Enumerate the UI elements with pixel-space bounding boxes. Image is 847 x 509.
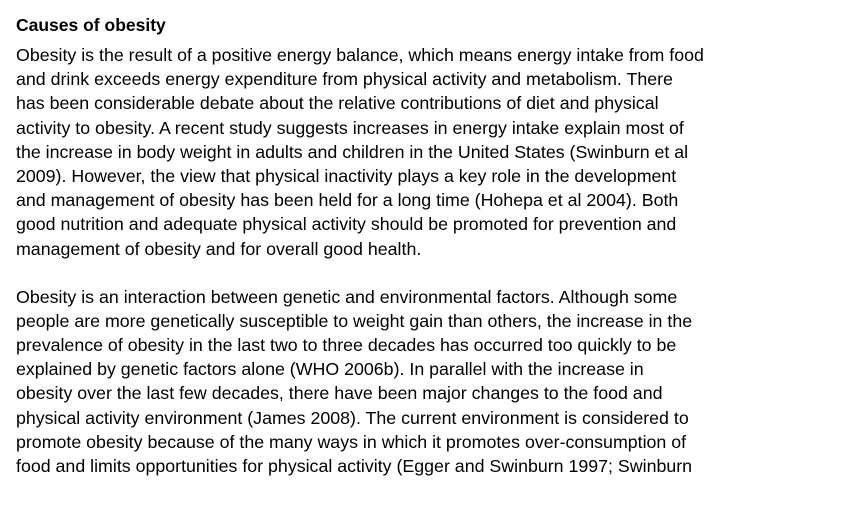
paragraph-line: activity to obesity. A recent study suggests increases in energy intake explain most of [16, 117, 684, 138]
paragraph-line: and management of obesity has been held for a long time (Hohepa et al 2004). Both [16, 190, 679, 211]
paragraph-line: food and limits opportunities for physical activity (Egger and Swinburn 1997; Swinburn [16, 456, 693, 476]
document-page [16, 13, 841, 478]
paragraph-line: has been considerable debate about the relative contributions of diet and physical [16, 93, 659, 114]
paragraph-line: physical activity environment (James 2008). The current environment is considered to [16, 407, 689, 428]
paragraph-line: management of obesity and for overall good health. [16, 238, 422, 259]
paragraph-spacer [16, 261, 841, 285]
paragraph-line: explained by genetic factors alone (WHO 2006b). In parallel with the increase in [16, 359, 644, 380]
paragraph-line: obesity over the last few decades, there have been major changes to the food and [16, 383, 663, 404]
paragraph-energy-balance [16, 43, 841, 261]
paragraph-line: Obesity is the result of a positive energy balance, which means energy intake from food [16, 45, 704, 65]
paragraph-line: people are more genetically susceptible to weight gain than others, the increase in the [16, 310, 693, 331]
paragraph-line: good nutrition and adequate physical activity should be promoted for prevention and [16, 214, 677, 235]
section-heading: Causes of obesity [16, 15, 166, 35]
paragraph-line: Obesity is an interaction between genetic and environmental factors. Although some [16, 286, 678, 307]
paragraph-line: promote obesity because of the many ways in which it promotes over-consumption of [16, 431, 687, 452]
paragraph-line: the increase in body weight in adults and children in the United States (Swinburn et al [16, 141, 689, 162]
paragraph-line: prevalence of obesity in the last two to three decades has occurred too quickly to be [16, 335, 677, 356]
paragraph-genetic-environmental [16, 285, 841, 479]
paragraph-line: and drink exceeds energy expenditure from physical activity and metabolism. There [16, 69, 673, 90]
paragraph-line: 2009). However, the view that physical inactivity plays a key role in the development [16, 165, 677, 186]
